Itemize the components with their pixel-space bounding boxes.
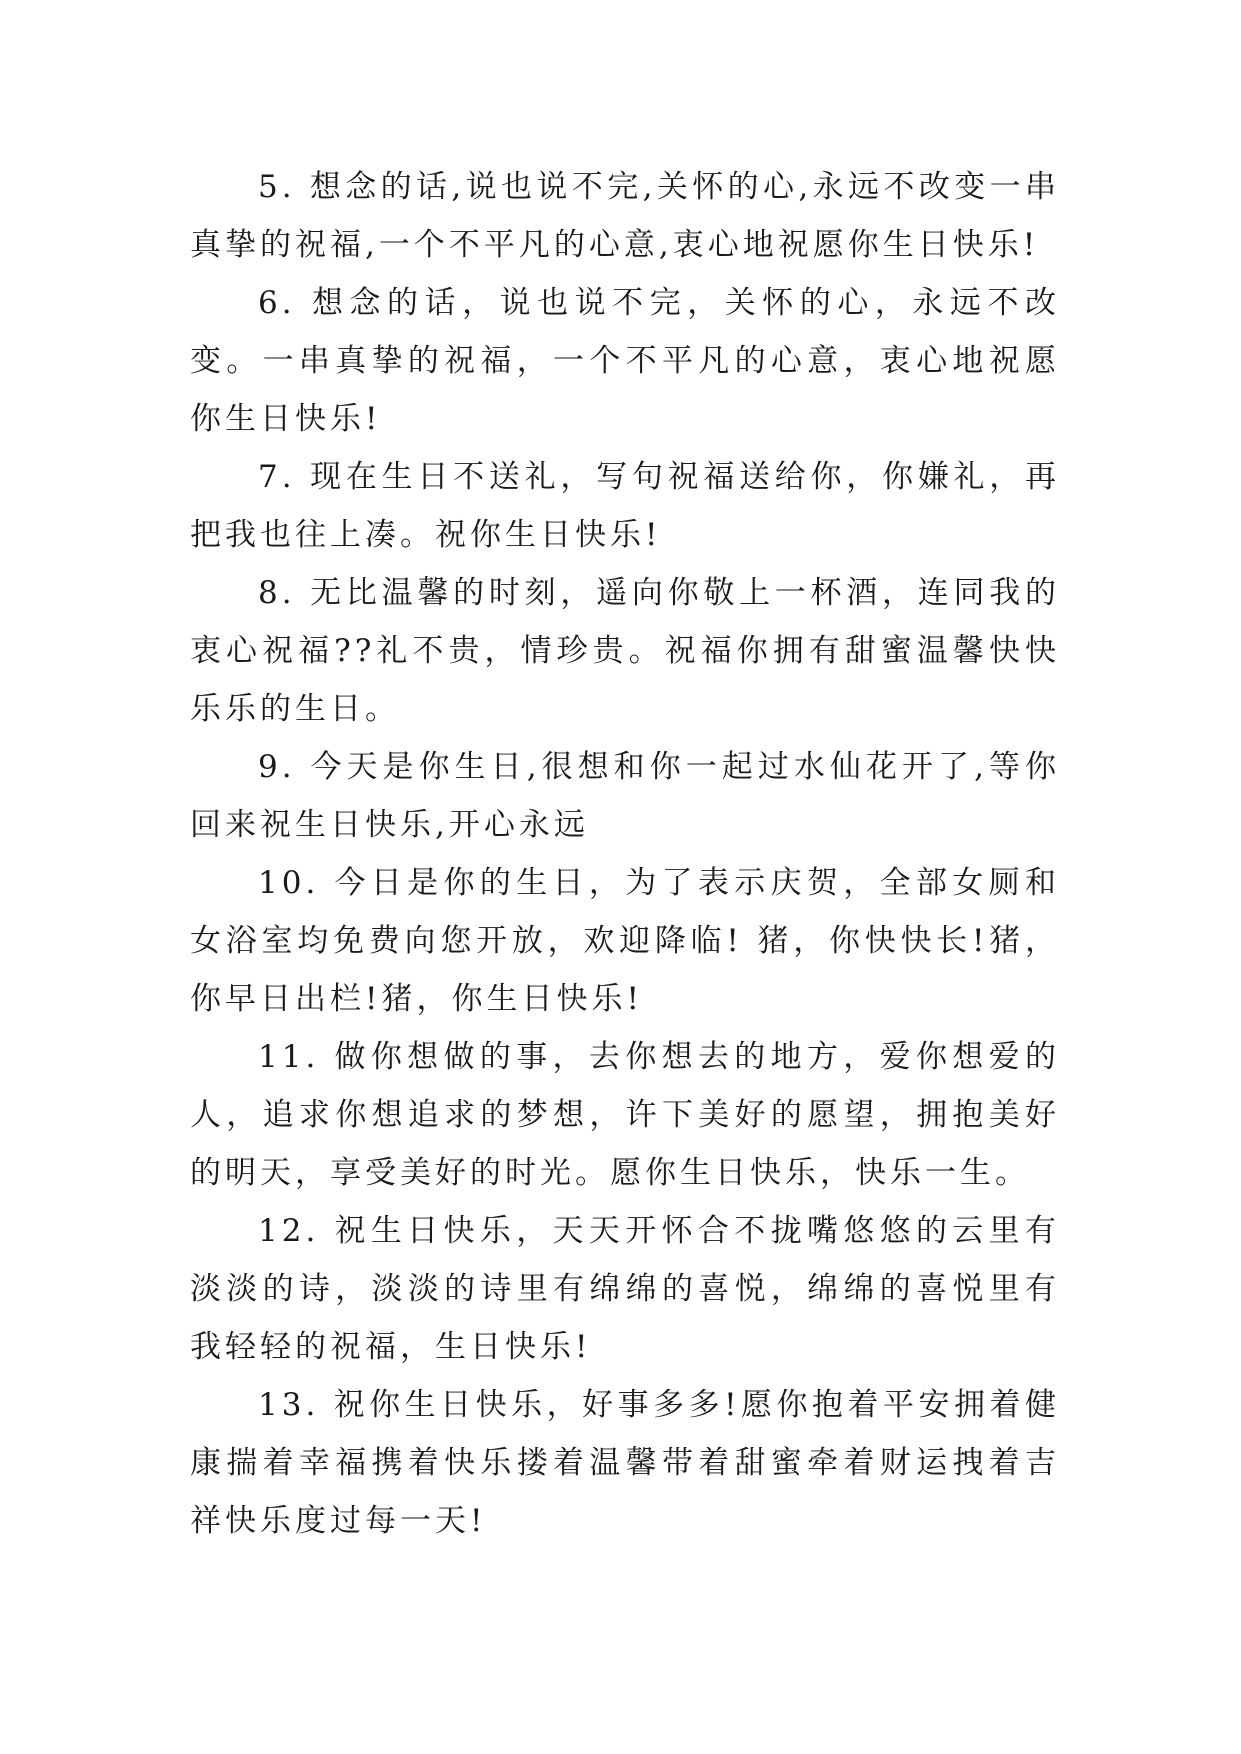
paragraph-10: 10. 今日是你的生日，为了表示庆贺，全部女厕和女浴室均免费向您开放，欢迎降临! 猪，你快快长!猪，你早日出栏!猪，你生日快乐!: [190, 865, 1060, 1017]
paragraph-7: 7. 现在生日不送礼，写句祝福送给你，你嫌礼，再把我也往上凑。祝你生日快乐!: [190, 459, 1060, 553]
paragraph-5: 5. 想念的话,说也说不完,关怀的心,永远不改变一串真挚的祝福,一个不平凡的心意,衷心地祝愿你生日快乐!: [190, 169, 1060, 263]
paragraph-9: 9. 今天是你生日,很想和你一起过水仙花开了,等你回来祝生日快乐,开心永远: [190, 749, 1060, 843]
paragraph-8: 8. 无比温馨的时刻，遥向你敬上一杯酒，连同我的衷心祝福??礼不贵，情珍贵。祝福你拥有甜蜜温馨快快乐乐的生日。: [190, 575, 1060, 727]
paragraph-13: 13. 祝你生日快乐，好事多多!愿你抱着平安拥着健康揣着幸福携着快乐搂着温馨带着甜蜜牵着财运拽着吉祥快乐度过每一天!: [190, 1387, 1060, 1539]
document-page: [190, 158, 1060, 1550]
paragraph-11: 11. 做你想做的事，去你想去的地方，爱你想爱的人，追求你想追求的梦想，许下美好的愿望，拥抱美好的明天，享受美好的时光。愿你生日快乐，快乐一生。: [190, 1039, 1060, 1191]
paragraph-12: 12. 祝生日快乐，天天开怀合不拢嘴悠悠的云里有淡淡的诗，淡淡的诗里有绵绵的喜悦，绵绵的喜悦里有我轻轻的祝福，生日快乐!: [190, 1213, 1060, 1365]
paragraph-6: 6. 想念的话，说也说不完，关怀的心，永远不改变。一串真挚的祝福，一个不平凡的心意，衷心地祝愿你生日快乐!: [190, 285, 1060, 437]
